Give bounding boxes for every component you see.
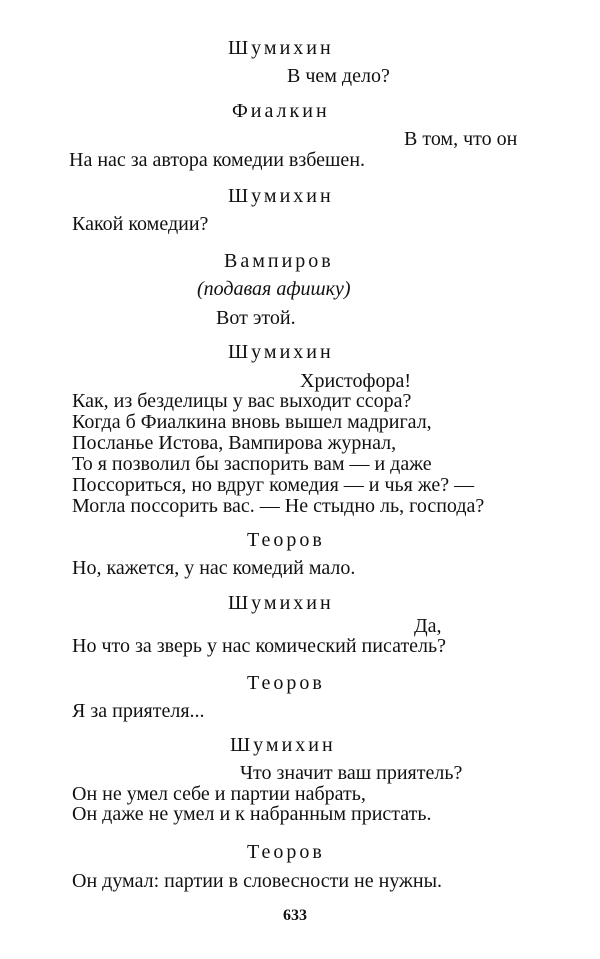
verse-line: Да, <box>414 615 442 637</box>
speaker-name: Теоров <box>247 841 325 863</box>
speaker-name: Шумихин <box>230 734 336 756</box>
verse-line: Я за приятеля... <box>72 700 205 722</box>
speaker-name: Шумихин <box>228 341 334 363</box>
verse-line: Он не умел себе и партии набрать, <box>72 783 366 805</box>
speaker-name: Шумихин <box>228 592 334 614</box>
verse-line: Он даже не умел и к набранным пристать. <box>72 803 432 825</box>
page-number: 633 <box>283 907 307 924</box>
stage-direction: (подавая афишку) <box>197 278 351 300</box>
speaker-name: Шумихин <box>228 185 334 207</box>
verse-line: В том, что он <box>404 128 518 150</box>
verse-line: Он думал: партии в словесности не нужны. <box>72 870 443 892</box>
verse-line: Какой комедии? <box>72 213 209 235</box>
verse-line: То я позволил бы заспорить вам — и даже <box>72 453 432 475</box>
verse-line: В чем дело? <box>287 65 390 87</box>
verse-line: Вот этой. <box>216 307 296 329</box>
speaker-name: Вампиров <box>224 250 334 272</box>
verse-line: Могла поссорить вас. — Не стыдно ль, господа? <box>72 495 485 517</box>
verse-line: Но, кажется, у нас комедий мало. <box>72 557 356 579</box>
verse-line: Но что за зверь у нас комический писатель? <box>72 635 447 657</box>
speaker-name: Теоров <box>247 529 325 551</box>
verse-line: Как, из безделицы у вас выходит ссора? <box>72 390 412 412</box>
speaker-name: Теоров <box>247 672 325 694</box>
verse-line: На нас за автора комедии взбешен. <box>69 149 366 171</box>
verse-line: Поссориться, но вдруг комедия — и чья же? — <box>72 474 475 496</box>
verse-line: Когда б Фиалкина вновь вышел мадригал, <box>72 411 432 433</box>
speaker-name: Фиалкин <box>232 100 330 122</box>
verse-line: Посланье Истова, Вампирова журнал, <box>72 432 397 454</box>
verse-line: Что значит ваш приятель? <box>240 762 463 784</box>
verse-line: Христофора! <box>300 370 411 392</box>
speaker-name: Шумихин <box>228 37 334 59</box>
